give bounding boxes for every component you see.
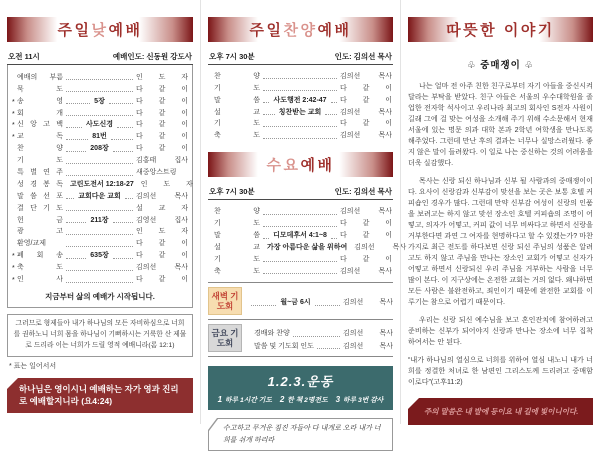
order-detail: 211장 — [90, 216, 109, 224]
order-label: 예배의 부름 — [17, 73, 63, 81]
order-label: 회 개 — [17, 109, 63, 117]
order-row — [12, 225, 188, 237]
order-detail: 교회다운 교회 — [78, 192, 121, 200]
order-row — [12, 213, 188, 225]
order-person: 다 같 이 — [136, 145, 189, 153]
stand-marker: * — [12, 277, 15, 285]
header-word: 찬양 — [283, 22, 318, 39]
order-label: 기 도 — [214, 255, 260, 263]
left-column — [0, 0, 200, 424]
closing-line: 지금부터 삶의 예배가 시작됩니다. — [45, 292, 155, 302]
story-paragraph: 나는 얼마 전 아주 친한 친구로부터 자기 아들을 중신시켜 달라는 부탁을 받았다. 친구 아들은 서울의 우수대학원을 졸업한 전자학 석사이고 우리나라 최고의 회사인 S전자 사원이길래 그에 걸 맞는 여성을 소개해 주기 위해 수소문해서 현재 서울에 있는 명문 의과 대학 본과 2학년 여학생을 만나도록 해주었다. 그런데 만난 후의 결과는 너무나 실망스러웠다. 좋지 않은 말이 들려왔다. 이 일로 나는 중신하는 것의 어려움을 더욱 실감했다. — [408, 82, 593, 167]
order-person: 다 같 이 — [136, 85, 188, 93]
order-row — [12, 82, 188, 94]
order-label: 축 도 — [17, 264, 63, 272]
order-label: 기 도 — [17, 157, 63, 165]
worship-order-box — [7, 65, 193, 308]
praise-time: 오후 7시 30분 — [209, 52, 255, 61]
header-word: 낮 — [91, 22, 109, 39]
order-label: 성 경 봉 독 — [17, 180, 63, 188]
header-word: 예배 — [108, 22, 143, 39]
sunday-praise-worship-header — [208, 17, 393, 42]
dawn-prayer-label: 새벽 기도회 — [208, 287, 242, 315]
order-detail: 사도신경 — [85, 121, 114, 129]
order-row — [209, 128, 392, 140]
prayer-meetings — [208, 282, 393, 358]
order-label: 헌 금 — [17, 216, 63, 224]
order-person: 다 같 이 — [340, 232, 393, 240]
stand-marker: * — [12, 253, 15, 261]
order-person: 다 같 이 — [136, 109, 188, 117]
header-word: 주일 — [249, 22, 284, 39]
order-row — [209, 81, 392, 93]
order-person: 인 도 자 — [136, 73, 188, 81]
worship-order-rows — [12, 68, 193, 286]
order-row — [12, 236, 188, 248]
order-person: 다 같 이 — [136, 252, 189, 260]
order-label: 광 고 — [17, 228, 63, 236]
order-row — [12, 141, 188, 153]
friday-prayer-block — [208, 319, 393, 356]
order-detail: 사도행전 2:42-47 — [273, 96, 327, 104]
wednesday-leader: 인도: 김의선 목사 — [334, 187, 392, 197]
order-person: 인 도 자 — [136, 228, 188, 236]
order-row — [12, 272, 188, 284]
header-word: 예배 — [317, 22, 352, 39]
order-row — [209, 216, 392, 228]
middle-column — [200, 0, 407, 444]
psalm-banner — [408, 398, 593, 425]
order-label: 신 앙 고 백 — [17, 121, 63, 129]
order-detail: 635장 — [90, 252, 109, 260]
order-label: 결 단 기 도 — [17, 204, 63, 212]
movement-item: 3 하루 3번 감사 — [335, 395, 384, 405]
order-label: 환영/교제 — [17, 240, 46, 248]
order-person: 다 같 이 — [136, 240, 188, 248]
123-movement-box — [208, 366, 393, 410]
banner-text: 하나님은 영이시니 예배하는 자가 영과 진리로 예배할지니라 (요4:24) — [19, 383, 179, 407]
order-person: 김의선 목사 — [340, 208, 392, 216]
order-person: 김의선 목사 — [340, 132, 392, 140]
order-label: 폐 회 송 — [17, 252, 63, 260]
header-word: 주일 — [57, 22, 92, 39]
order-label: 기 도 — [214, 220, 260, 228]
order-label: 찬 양 — [214, 208, 260, 216]
order-detail: 5장 — [94, 97, 105, 105]
order-person: 새중앙스트링 — [136, 169, 177, 177]
header-word: 예배 — [300, 157, 335, 175]
order-detail: 81번 — [92, 133, 107, 141]
warm-story-header — [408, 17, 593, 42]
order-row — [209, 105, 392, 117]
order-person: 다 같 이 — [340, 220, 392, 228]
order-label: 말 씀 — [214, 232, 260, 240]
order-person: 김영선 집사 — [136, 216, 188, 224]
order-label: 기 도 — [214, 120, 260, 128]
prayer-person: 김의선 목사 — [343, 330, 393, 338]
order-person: 김의선 목사 — [340, 108, 392, 116]
order-label: 기 도 — [214, 84, 260, 92]
order-detail: 가장 아름다운 삶을 위하여 — [267, 243, 348, 251]
story-title: ♧ 중매쟁이 ♧ — [466, 60, 535, 71]
order-row — [209, 252, 392, 264]
order-label: 설 교 — [214, 243, 260, 251]
order-person: 다 같 이 — [340, 96, 392, 104]
prayer-row — [248, 338, 393, 351]
matthew-quote-box — [208, 418, 393, 450]
order-person: 김의선 목사 — [340, 72, 392, 80]
order-label: 교 독 — [17, 133, 63, 141]
header-word: 수요 — [266, 157, 301, 175]
order-label: 말 씀 선 포 — [17, 192, 63, 200]
praise-leader: 인도: 김의선 목사 — [334, 52, 392, 61]
order-detail: 디모데후서 4:1~8 — [273, 232, 327, 240]
stand-marker: * — [12, 265, 15, 273]
order-person: 김의선 목사 — [354, 243, 407, 251]
dawn-prayer-person: 김의선 목사 — [343, 299, 393, 307]
prayer-item: 경배와 찬양 — [254, 330, 290, 338]
order-row — [12, 165, 188, 177]
order-label: 찬 양 — [17, 145, 63, 153]
dawn-prayer-block — [208, 282, 393, 319]
wednesday-worship-header — [208, 152, 393, 177]
movement-item: 2 한 책 2명전도 — [279, 395, 328, 405]
order-row — [12, 106, 188, 118]
story-paragraph: 목사는 신랑 되신 하나님과 신부 될 사람과의 중매쟁이이다. 요사이 신랑감과 신부감이 맞선을 보는 곳은 보통 호텔 커피숍인 경우가 많다. 그런데 만약 신부감 여성이 신랑의 인품을 보려고는 하지 않고 맞선 장소인 호텔 커피숍의 조명이 어떻고, 의자가 어떻고, 커피 값이 너무 비싸다고 하면서 신랑을 거부한다면 과연 그 여자를 현명하다고 할 수 있겠는가? 마찬가지로 최근 전도를 하다보면 신랑 되신 주님의 성품은 알려고도 하지 않고 주님을 만나는 장소인 교회가 어떻고 신자가 어떻고 하면서 신랑되신 우리 주님을 거부하는 사람을 너무 많이 본다. 이 지구상에는 온전한 교회는 거의 없다. 왜냐하면 모든 사람은 불완전하고, 죄인이기 때문에 완전한 교회를 이루기는 참으로 어렵기 때문이다. — [408, 176, 593, 306]
banner-text: 주의 말씀은 내 발에 등이요 내 길에 빛이니이다. — [424, 406, 579, 416]
right-column — [400, 0, 600, 424]
order-person: 다 같 이 — [136, 276, 188, 284]
praise-time-row — [208, 51, 393, 65]
order-person: 김의선 목사 — [136, 264, 188, 272]
order-person: 다 같 이 — [136, 133, 188, 141]
prayer-row — [248, 326, 393, 339]
dawn-prayer-body — [248, 295, 393, 308]
movement-items — [212, 394, 389, 404]
friday-prayer-body — [248, 326, 393, 351]
order-label: 말 씀 — [214, 96, 260, 104]
order-row — [12, 248, 188, 260]
order-row — [12, 153, 188, 165]
order-detail: 208장 — [90, 145, 109, 153]
order-row — [209, 264, 392, 276]
story-paragraph: 우리는 신랑 되신 예수님을 보고 혼인잔치에 참여하려고 준비하는 신부가 되어야지 신랑과 만나는 장소에 너무 집착하여서는 안 된다. — [408, 315, 593, 346]
service-time: 오전 11시 — [8, 52, 40, 61]
wednesday-order-rows — [208, 200, 407, 281]
order-person: 다 같 이 — [340, 255, 392, 263]
header-word: 따뜻한 이야기 — [446, 22, 555, 39]
sunday-day-worship-header — [7, 17, 193, 42]
order-row — [12, 129, 188, 141]
stand-footnote: * 표는 일어서서 — [9, 362, 57, 370]
wednesday-time: 오후 7시 30분 — [209, 187, 255, 197]
order-row — [12, 70, 188, 82]
stand-marker: * — [12, 110, 15, 118]
dawn-prayer-time: 월~금 6시 — [280, 299, 311, 307]
order-person: 김홍태 집사 — [136, 157, 188, 165]
quote-text: 수고하고 무거운 짐진 자들아 다 내게로 오라 내가 너희를 쉬게 하리라 — [223, 425, 381, 444]
order-label: 찬 양 — [214, 72, 260, 80]
order-row — [209, 93, 392, 105]
order-person: 다 같 이 — [136, 121, 188, 129]
order-label: 축 도 — [214, 132, 260, 140]
service-leader: 예배인도: 신동원 강도사 — [112, 52, 192, 61]
order-person: 김의선 목사 — [136, 192, 188, 200]
order-label: 축 도 — [214, 267, 260, 275]
order-detail: 고린도전서 12:18-27 — [70, 180, 134, 188]
john-4-24-banner — [7, 378, 193, 414]
romans-verse-box: 그러므로 형제들아 내가 하나님의 모든 자비하심으로 너희를 권하노니 너희 몸을 하나님이 기뻐하시는 거룩한 산 제물로 드리라 이는 너희가 드릴 영적 예배니라(롬 12:1) — [7, 314, 193, 357]
order-row — [209, 228, 392, 240]
wednesday-time-row — [208, 186, 393, 200]
order-row — [12, 177, 193, 189]
fold-corner-icon — [408, 398, 419, 409]
order-label: 특 별 연 주 — [17, 169, 63, 177]
scripture-quote: “내가 하나님의 열심으로 너희를 위하여 열심 내노니 내가 너희를 정결한 처녀로 한 남편인 그리스도께 드리려고 중매함이로다”(고후11:2) — [408, 355, 593, 386]
fold-corner-icon — [7, 378, 18, 389]
order-row — [209, 240, 407, 252]
order-row — [12, 201, 188, 213]
praise-order-rows — [208, 65, 393, 146]
movement-item: 1 하루 1시간 기도 — [217, 395, 272, 405]
friday-prayer-label: 금요 기도회 — [208, 324, 242, 352]
order-person: 다 같 이 — [340, 84, 392, 92]
order-label: 묵 도 — [17, 85, 63, 93]
order-person: 인 도 자 — [140, 180, 193, 188]
order-label: 설 교 — [214, 108, 260, 116]
order-person: 김의선 목사 — [340, 267, 392, 275]
prayer-person: 김의선 목사 — [343, 342, 393, 350]
service-time-row — [7, 51, 193, 65]
stand-marker: * — [12, 98, 15, 106]
order-row — [12, 118, 188, 130]
order-label: 송 영 — [17, 97, 63, 105]
story-body — [408, 81, 593, 348]
order-person: 다 같 이 — [136, 97, 188, 105]
order-row — [12, 189, 188, 201]
order-row — [12, 260, 188, 272]
order-label: 인 사 — [17, 276, 63, 284]
movement-title: 1.2.3.운동 — [267, 374, 334, 390]
order-detail: 칭찬받는 교회 — [278, 108, 322, 116]
order-person: 다 같 이 — [340, 120, 392, 128]
order-row — [12, 94, 188, 106]
stand-marker: * — [12, 122, 15, 130]
fold-corner-icon — [208, 418, 217, 430]
order-row — [209, 117, 392, 129]
dawn-prayer-row — [248, 295, 393, 308]
prayer-item: 말씀 및 기도회 인도 — [254, 342, 314, 350]
order-row — [209, 204, 392, 216]
order-row — [209, 69, 392, 81]
order-person: 설 교 자 — [136, 204, 188, 212]
stand-marker: * — [12, 134, 15, 142]
